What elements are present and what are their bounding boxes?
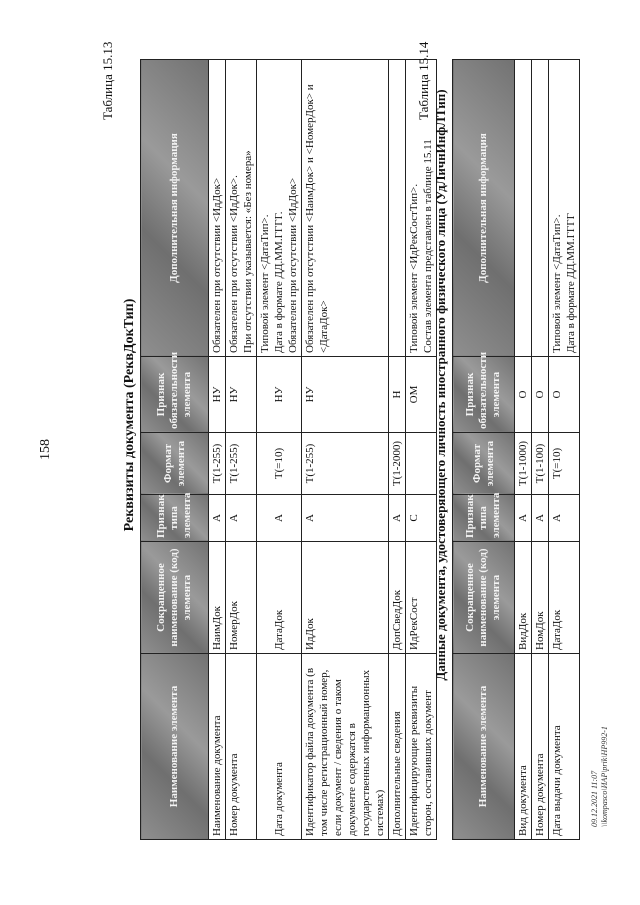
cell-name: Наименование документа (209, 654, 226, 840)
info-line: При отсутствии указывается: «Без номера» (242, 150, 254, 353)
cell-info (302, 60, 389, 357)
table-row (209, 60, 226, 840)
cell-code: НомерДок (226, 542, 257, 654)
cell-info (549, 60, 580, 357)
cell-name: Идентифицирующие реквизиты сторон, составивших документ (406, 654, 437, 840)
table-row (549, 60, 580, 840)
cell-name: Дополнительные сведения (389, 654, 406, 840)
table-row (406, 60, 437, 840)
cell-info (257, 60, 302, 357)
cell-type: А (226, 495, 257, 542)
header-element-required: Признак обязательности элемента (453, 357, 515, 433)
cell-name: Дата выдачи документа (549, 654, 580, 840)
header-element-name: Наименование элемента (453, 654, 515, 840)
table-2-label: Таблица 15.14 (416, 41, 431, 120)
info-line: Обязателен при отсутствии <ИдДок> (211, 177, 223, 353)
header-element-format: Формат элемента (453, 433, 515, 495)
cell-required: НУ (302, 357, 389, 433)
cell-info (209, 60, 226, 357)
cell-info (389, 60, 406, 357)
cell-required: О (515, 357, 532, 433)
table-document-requisites (140, 59, 437, 840)
cell-format: Т(=10) (549, 433, 580, 495)
cell-required: НУ (226, 357, 257, 433)
table-row (226, 60, 257, 840)
cell-required: Н (389, 357, 406, 433)
cell-name: Дата документа (257, 654, 302, 840)
cell-name: Идентификатор файла документа (в том числе регистрационный номер, если документ / сведения о таком документе содержатся в государственных информационных системах) (302, 654, 389, 840)
cell-name: Номер документа (532, 654, 549, 840)
cell-type: А (257, 495, 302, 542)
cell-format: Т(1-100) (532, 433, 549, 495)
cell-format: Т(1-255) (302, 433, 389, 495)
table-2-title: Данные документа, удостоверяющего личность иностранного физического лица (УдЛичнИнфЛТип) (433, 89, 448, 681)
cell-info (532, 60, 549, 357)
cell-type: А (209, 495, 226, 542)
cell-code: ДатаДок (257, 542, 302, 654)
cell-code: ИдДок (302, 542, 389, 654)
cell-type: А (532, 495, 549, 542)
info-line: Типовой элемент <ИдРекСостТип>. (408, 183, 420, 353)
page-number: 158 (38, 439, 53, 460)
info-line: Дата в формате ДД.ММ.ГГГГ (565, 212, 577, 353)
cell-type: А (389, 495, 406, 542)
table-1-title: Реквизиты документа (РеквДокТип) (122, 298, 137, 532)
table-foreign-person-id (452, 59, 580, 840)
cell-type: С (406, 495, 437, 542)
cell-required: О (549, 357, 580, 433)
info-line: Обязателен при отсутствии <ИдДок> (287, 177, 299, 353)
header-element-code: Сокращенное наименование (код) элемента (141, 542, 209, 654)
header-element-name: Наименование элемента (141, 654, 209, 840)
stamp-path: \\kompasco\ИАР\prik\HP992-1 (600, 726, 609, 827)
cell-type: А (515, 495, 532, 542)
table-header-row (141, 60, 209, 840)
cell-required: НУ (257, 357, 302, 433)
cell-type: А (302, 495, 389, 542)
cell-name: Номер документа (226, 654, 257, 840)
cell-code: ДатаДок (549, 542, 580, 654)
cell-required: ОМ (406, 357, 437, 433)
header-element-info: Дополнительная информация (141, 60, 209, 357)
cell-type: А (549, 495, 580, 542)
info-line: Обязателен при отсутствии <НаимДок> и <НомерДок> и <ДатаДок> (304, 84, 330, 353)
header-element-type: Признак типа элемента (141, 495, 209, 542)
cell-info (515, 60, 532, 357)
cell-code: НаимДок (209, 542, 226, 654)
file-stamp (590, 726, 610, 827)
cell-code: НомДок (532, 542, 549, 654)
cell-info (226, 60, 257, 357)
table-1-label: Таблица 15.13 (100, 41, 115, 120)
table-row (532, 60, 549, 840)
cell-name: Вид документа (515, 654, 532, 840)
cell-format: Т(=10) (257, 433, 302, 495)
table-row (515, 60, 532, 840)
info-line: Типовой элемент <ДатаТип>. (551, 214, 563, 353)
cell-required: НУ (209, 357, 226, 433)
cell-format: Т(1-255) (209, 433, 226, 495)
cell-code: ВидДок (515, 542, 532, 654)
table-header-row (453, 60, 515, 840)
header-element-code: Сокращенное наименование (код) элемента (453, 542, 515, 654)
cell-code: ДопСведДок (389, 542, 406, 654)
header-element-info: Дополнительная информация (453, 60, 515, 357)
info-line: Типовой элемент <ДатаТип>. (259, 214, 271, 353)
header-element-required: Признак обязательности элемента (141, 357, 209, 433)
cell-format: Т(1-255) (226, 433, 257, 495)
info-line: Дата в формате ДД.ММ.ГГГГ. (273, 211, 285, 353)
cell-format: Т(1-1000) (515, 433, 532, 495)
table-row (257, 60, 302, 840)
table-row (389, 60, 406, 840)
cell-required: О (532, 357, 549, 433)
header-element-format: Формат элемента (141, 433, 209, 495)
cell-code: ИдРекСост (406, 542, 437, 654)
cell-format (406, 433, 437, 495)
info-line: Состав элемента представлен в таблице 15.11 (422, 139, 434, 353)
stamp-date: 09.12.2021 11:07 (590, 770, 599, 827)
cell-format: Т(1-2000) (389, 433, 406, 495)
header-element-type: Признак типа элемента (453, 495, 515, 542)
info-line: Обязателен при отсутствии <ИдДок>. (228, 175, 240, 353)
table-row (302, 60, 389, 840)
